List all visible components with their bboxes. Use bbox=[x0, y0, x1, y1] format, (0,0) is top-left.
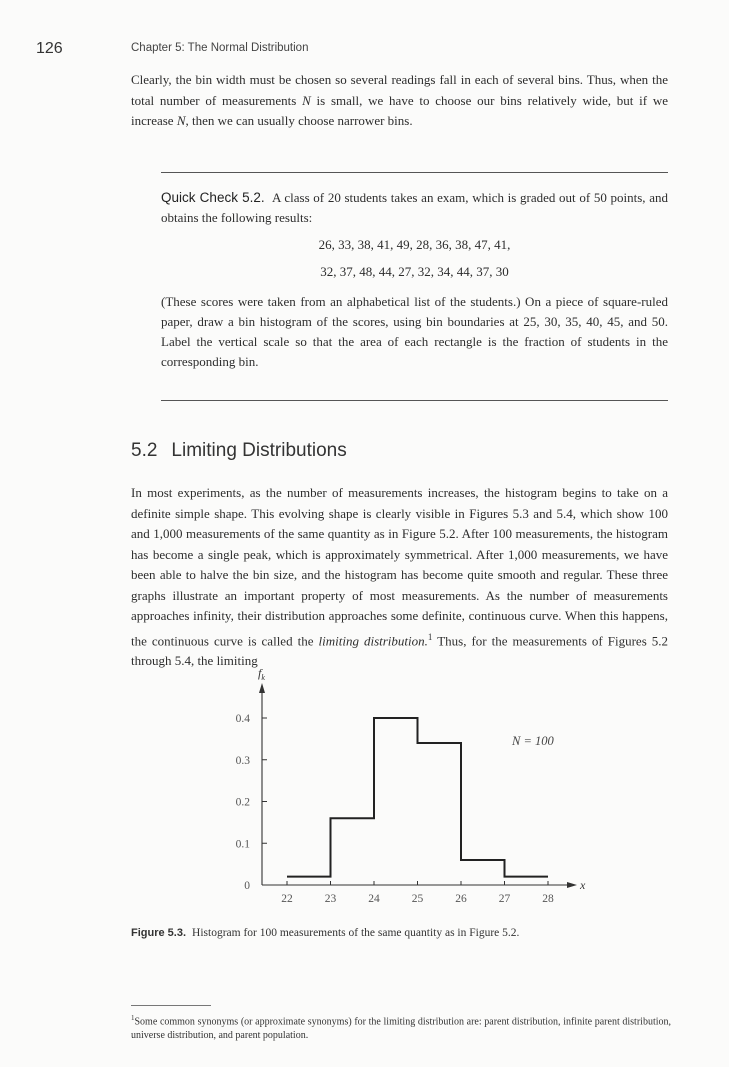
histogram-bar bbox=[331, 818, 375, 885]
x-tick-label: 28 bbox=[542, 893, 554, 905]
histogram-bar bbox=[505, 877, 549, 885]
x-tick-label: 24 bbox=[368, 893, 380, 905]
quick-check-label: Quick Check 5.2. bbox=[161, 190, 265, 205]
sample-size-annotation: N = 100 bbox=[512, 734, 554, 748]
x-axis-label: x bbox=[580, 878, 586, 892]
histogram-bar bbox=[461, 860, 505, 885]
chapter-title: Chapter 5: The Normal Distribution bbox=[131, 42, 309, 54]
intro-text-3: , then we can usually choose narrower bins. bbox=[185, 113, 413, 128]
x-tick-label: 26 bbox=[455, 893, 467, 905]
caption-text: Histogram for 100 measurements of the same quantity as in Figure 5.2. bbox=[192, 927, 520, 939]
section-title: Limiting Distributions bbox=[171, 440, 347, 461]
quick-check-instructions: (These scores were taken from an alphabetical list of the students.) On a piece of square-ruled paper, draw a bin histogram of the scores, using bin boundaries at 25, 30, 35, 40, 45, and 50. Label the vertical scale so that the area of each rectangle is the fraction of students in the corresponding bin. bbox=[161, 294, 668, 369]
intro-var-n-2: N bbox=[176, 113, 186, 128]
histogram-bar bbox=[287, 877, 331, 885]
y-tick-label: 0.2 bbox=[235, 796, 250, 809]
y-tick-label: 0 bbox=[244, 880, 250, 892]
y-tick-label: 0.3 bbox=[235, 754, 250, 767]
y-tick-label: 0.4 bbox=[235, 713, 250, 725]
footnote-rule bbox=[131, 1005, 211, 1006]
x-axis-arrow bbox=[567, 882, 577, 888]
section-number: 5.2 bbox=[131, 440, 158, 461]
figure-caption bbox=[131, 927, 691, 939]
histogram-bar bbox=[418, 743, 462, 885]
scores-line-2: 32, 37, 48, 44, 27, 32, 34, 44, 37, 30 bbox=[320, 264, 509, 279]
x-tick-label: 27 bbox=[498, 893, 511, 905]
x-tick-label: 25 bbox=[411, 893, 424, 905]
histogram-bar bbox=[374, 718, 418, 885]
footnote-mark: 1 bbox=[131, 1014, 135, 1022]
figure-label: Figure 5.3. bbox=[131, 927, 187, 939]
footnote bbox=[131, 1011, 671, 1043]
intro-var-n-1: N bbox=[302, 92, 311, 108]
y-tick-label: 0.1 bbox=[235, 838, 250, 851]
scores-line-1: 26, 33, 38, 41, 49, 28, 36, 38, 47, 41, bbox=[318, 237, 511, 252]
body-text: In most experiments, as the number of measurements increases, the histogram begins to take on a definite simple shape. This evolving shape is clearly visible in Figures 5.3 and 5.4, which show 100 and 1,000 measurements of the same quantity as in Figure 5.2. After 100 measurements, the histogram has become a single peak, which is approximately symmetrical. After 1,000 measurements, we have been able to halve the bin size, and the histogram has become quite smooth and regular. These three graphs illustrate an important property of most measurements. As the number of measurements approaches infinity, their distribution approaches some definite, continuous curve. When this happens, the continuous curve is called the bbox=[131, 485, 668, 648]
intro-text-2: is small, we have to choose our bins relatively wide, but if we increase bbox=[131, 92, 669, 128]
page-number: 126 bbox=[36, 40, 63, 57]
footnote-reference: 1 bbox=[427, 631, 433, 642]
y-axis-arrow bbox=[259, 683, 265, 693]
histogram-outline bbox=[287, 718, 548, 877]
quick-check-text: A class of 20 students takes an exam, which is graded out of 50 points, and obtains the following results: bbox=[161, 190, 668, 225]
footnote-text: Some common synonyms (or approximate synonyms) for the limiting distribution are: parent distribution, infinite parent distribution, universe distribution, and parent population. bbox=[131, 1016, 671, 1042]
y-axis-label: $f_k$ bbox=[258, 666, 265, 682]
intro-text-1: Clearly, the bin width must be chosen so several readings fall in each of several bins. Thus, when the total number of measurements bbox=[131, 72, 668, 108]
body-emphasis: limiting distribution. bbox=[318, 632, 428, 648]
x-tick-label: 23 bbox=[324, 893, 337, 905]
x-tick-label: 22 bbox=[281, 893, 293, 905]
body-tail: Thus, for the measurements of Figures 5.2 through 5.4, the limiting bbox=[131, 632, 669, 669]
